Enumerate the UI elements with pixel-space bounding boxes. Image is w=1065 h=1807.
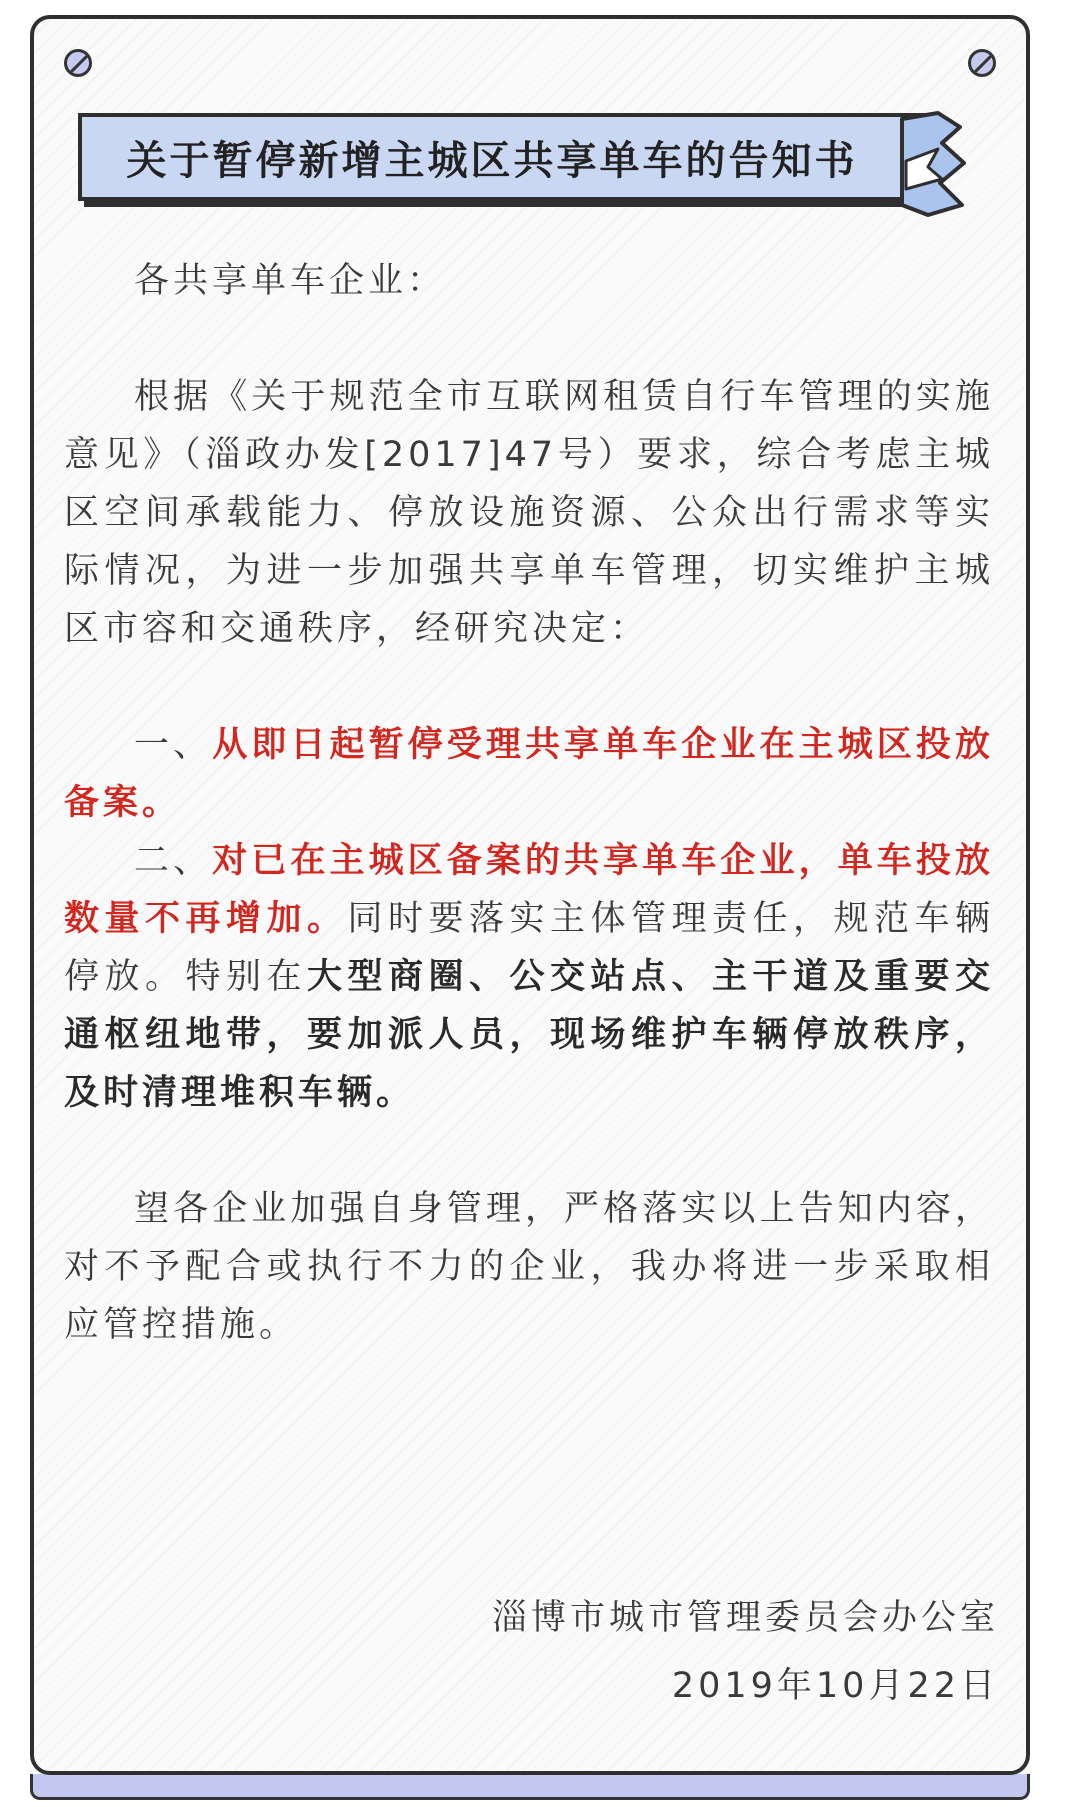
signature: 淄博市城市管理委员会办公室 xyxy=(491,1598,999,1638)
banner-box xyxy=(78,113,926,201)
notice-body xyxy=(64,252,994,1354)
screw-icon xyxy=(968,49,996,77)
item-two-prefix: 二、 xyxy=(134,841,213,881)
item-one-prefix: 一、 xyxy=(134,725,213,765)
item-two-text: 同时要落实主体管理责任，规范车辆停放。特别在 xyxy=(64,899,994,997)
item-one-emphasis: 从即日起暂停受理共享单车企业在主城区投放备案。 xyxy=(64,725,994,823)
page-title: 关于暂停新增主城区共享单车的告知书 xyxy=(126,137,858,184)
intro-paragraph: 根据《关于规范全市互联网租赁自行车管理的实施意见》（淄政办发[2017]47号）要求，综合考虑主城区空间承载能力、停放设施资源、公众出行需求等实际情况，为进一步加强共享单车管理，切实维护主城区市容和交通秩序，经研究决定： xyxy=(64,377,994,649)
title-banner xyxy=(78,113,946,211)
screw-icon xyxy=(64,49,92,77)
item-two-emphasis: 对已在主城区备案的共享单车企业，单车投放数量不再增加。 xyxy=(64,841,994,939)
card-base-strip xyxy=(30,1774,1030,1800)
signature-date: 2019年10月22日 xyxy=(671,1666,999,1706)
item-two-bold: 大型商圈、公交站点、主干道及重要交通枢纽地带，要加派人员，现场维护车辆停放秩序，及时清理堆积车辆。 xyxy=(64,957,994,1113)
closing-paragraph: 望各企业加强自身管理，严格落实以上告知内容，对不予配合或执行不力的企业，我办将进一步采取相应管控措施。 xyxy=(64,1189,994,1345)
ribbon-icon xyxy=(898,109,968,219)
item-one xyxy=(64,716,994,832)
salutation: 各共享单车企业： xyxy=(134,261,447,301)
item-two xyxy=(64,832,994,1122)
